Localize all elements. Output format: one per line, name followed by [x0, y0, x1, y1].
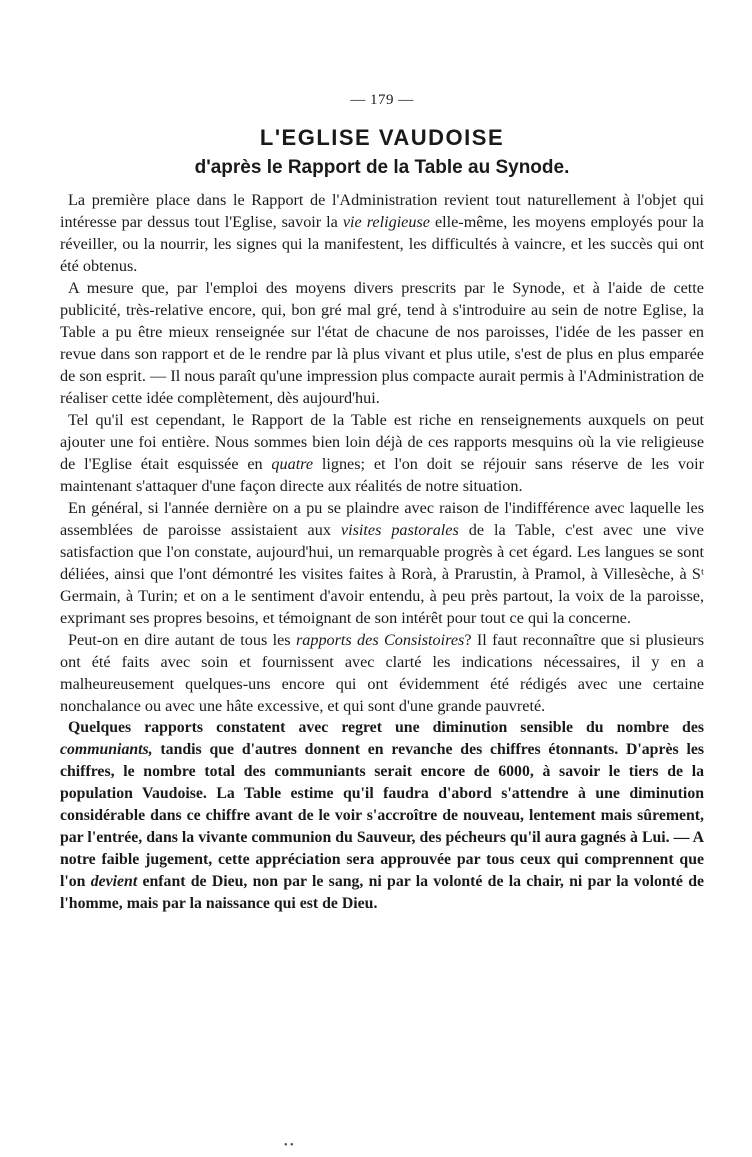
- paragraph-p2: [60, 277, 704, 409]
- paragraph-p3: [60, 409, 704, 497]
- paragraph-p4: [60, 497, 704, 629]
- text-run: A mesure que, par l'emploi des moyens divers prescrits par le Synode, et à l'aide de cette publicité, très-relative encore, qui, bon gré mal gré, tend à s'introduire au sein de notre Eglise, la Table a pu être mieux renseignée sur l'état de chacune de nos paroisses, l'idée de les passer en revue dans son rapport et de le rendre par là plus vivant et plus utile, s'est de plus en plus emparée de son esprit. — Il nous paraît qu'une impression plus compacte aurait permis à l'Administration de réaliser cette idée complètement, dès aujourd'hui.: [60, 279, 704, 407]
- italic-text: devient: [90, 873, 138, 890]
- italic-text: rapports des Consistoires: [295, 631, 465, 649]
- text-run: En général, si l'année dernière on a pu se plaindre avec raison de l'indifférence avec laquelle les assemblées de paroisse assistaient aux: [60, 499, 704, 539]
- paragraph-p5: [60, 629, 704, 717]
- text-run: ? Il faut reconnaître que si plusieurs ont été faits avec soin et fournissent avec clarté les indications nécessaires, il y en a malheureusement quelques-uns encore qui ont évidemment été rédigés avec une certaine nonchalance ou avec une hâte excessive, et qui sont d'une grande pauvreté.: [60, 631, 704, 715]
- italic-text: quatre: [271, 455, 314, 473]
- paragraph-p1: [60, 189, 704, 277]
- paragraph-p6: [60, 717, 704, 915]
- text-run: Tel qu'il est cependant, le Rapport de la Table est riche en renseignements auxquels on peut ajouter une foi entière. Nous sommes bien loin déjà de ces rapports mesquins où la vie religieuse de l'Eglise était esquissée en: [60, 411, 704, 473]
- italic-text: communiants,: [60, 741, 153, 758]
- document-page: [60, 92, 704, 915]
- article-body: [60, 189, 704, 915]
- text-run: lignes; et l'on doit se réjouir sans réserve de les voir maintenant s'attaquer d'une façon directe aux réalités de notre situation.: [60, 455, 704, 495]
- page-mark: • •: [284, 1140, 294, 1151]
- text-run: enfant de Dieu, non par le sang, ni par la volonté de la chair, ni par la volonté de l'homme, mais par la naissance qui est de Dieu.: [60, 873, 704, 912]
- text-run: tandis que d'autres donnent en revanche des chiffres étonnants. D'après les chiffres, le nombre total des communiants serait encore de 6000, à savoir le tiers de la population Vaudoise. La Table estime qu'il faudra d'abord s'attendre à une diminution considérable dans ce chiffre avant de le voir s'accroître de nouveau, lentement mais sûrement, par l'entrée, dans la vivante communion du Sauveur, des pécheurs qu'il aura gagnés à Lui. — A notre faible jugement, cette appréciation sera approuvée par tous ceux qui comprennent que l'on: [60, 741, 704, 890]
- text-run: elle-même, les moyens employés pour la réveiller, ou la nourrir, les signes qui la manifestent, les difficultés à vaincre, et les succès qui ont été obtenus.: [60, 213, 704, 275]
- text-run: Quelques rapports constatent avec regret une diminution sensible du nombre des: [68, 719, 704, 736]
- text-run: La première place dans le Rapport de l'Administration revient tout naturellement à l'objet qui intéresse par dessus tout l'Eglise, savoir la: [60, 191, 704, 231]
- italic-text: visites pastorales: [340, 521, 459, 539]
- page-number: — 179 —: [350, 92, 414, 108]
- text-run: de la Table, c'est avec une vive satisfaction que l'on constate, aujourd'hui, un remarquable progrès à cet égard. Les langues se sont déliées, ainsi que l'ont démontré les visites faites à Rorà, à Prarustin, à Pramol, à Villesèche, à Sᵗ Germain, à Turin; et on a le sentiment d'avoir entendu, à peu près partout, la voix de la paroisse, exprimant ses propres besoins, et témoignant de son intérêt pour tout ce qui la concerne.: [60, 521, 704, 627]
- article-subtitle: d'après le Rapport de la Table au Synode.: [194, 157, 570, 178]
- italic-text: vie religieuse: [342, 213, 430, 231]
- text-run: Peut-on en dire autant de tous les: [68, 631, 296, 649]
- article-title: L'EGLISE VAUDOISE: [259, 125, 505, 150]
